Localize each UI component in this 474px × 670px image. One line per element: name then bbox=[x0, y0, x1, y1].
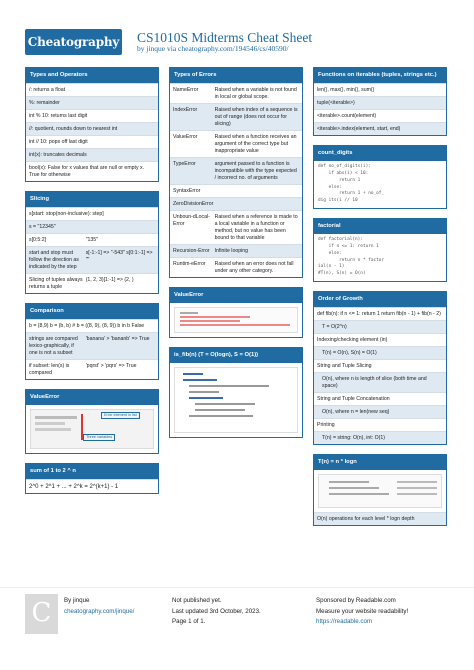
list-item: %: remainder bbox=[26, 96, 158, 109]
code-line: if n <= 1: return 1 bbox=[318, 243, 379, 249]
list-item: String and Tuple Concatenation bbox=[314, 392, 446, 405]
table-row bbox=[170, 157, 302, 184]
code-line: if abs(i) < 10: bbox=[318, 170, 369, 176]
section-title: sum of 1 to 2 ^ n bbox=[26, 464, 158, 479]
table-row bbox=[170, 83, 302, 103]
annotation-label: Three variables bbox=[83, 434, 115, 441]
list-item: <iterable>.index(element, start, end) bbox=[314, 122, 446, 135]
section-title: count_digits bbox=[314, 146, 446, 161]
section-types-of-errors bbox=[169, 67, 303, 278]
row-key: TypeError bbox=[173, 160, 196, 167]
table-row bbox=[170, 103, 302, 130]
section-title: factorial bbox=[314, 219, 446, 234]
recursion-tree-image bbox=[318, 474, 442, 508]
code-screenshot-image bbox=[30, 409, 154, 449]
section-title: Slicing bbox=[26, 192, 158, 207]
page-footer bbox=[0, 587, 474, 670]
code-screenshot-image bbox=[174, 367, 298, 433]
section-factorial bbox=[313, 218, 447, 282]
sponsor-text: Sponsored by Readable.com bbox=[316, 597, 396, 604]
code-line: def no_of_digits(i): bbox=[318, 164, 371, 170]
row-key: SyntaxError bbox=[173, 187, 201, 194]
section-title: ValueError bbox=[26, 390, 158, 405]
code-block bbox=[314, 161, 446, 208]
footer-sponsor bbox=[316, 596, 408, 628]
footer-meta bbox=[172, 596, 261, 628]
row-value: argument passed to a function is incompatible with the type expected / incorrect no. of arguments bbox=[214, 160, 297, 181]
by-text: by bbox=[137, 44, 145, 53]
table-row bbox=[170, 184, 302, 197]
code-line: else: bbox=[318, 184, 342, 190]
code-line: return 1 + no_of_ bbox=[318, 191, 385, 197]
cheatography-c-logo: C bbox=[25, 594, 58, 634]
row-value: 'pqrst' > 'pqrs' => True bbox=[85, 362, 137, 369]
list-item: Printing bbox=[314, 418, 446, 431]
table-row bbox=[170, 257, 302, 277]
table-row bbox=[170, 244, 302, 257]
section-comparison bbox=[25, 303, 159, 380]
section-title: Comparison bbox=[26, 304, 158, 319]
list-item: T(n) = O(n), S(n) = O(1) bbox=[314, 346, 446, 359]
row-key: Runtim-eError bbox=[173, 260, 206, 267]
page-count: Page 1 of 1. bbox=[172, 618, 206, 626]
section-title: Types of Errors bbox=[170, 68, 302, 83]
column-3 bbox=[313, 67, 447, 535]
code-line: #T(n), S(n) = O(n) bbox=[318, 271, 366, 277]
list-item: s = "12345" bbox=[26, 220, 158, 233]
row-value: Raised when index of a sequence is out of range (does not occur for slicing) bbox=[214, 106, 298, 127]
list-item: T(n) = string: O(n), int: O(1) bbox=[314, 431, 446, 444]
row-key: if subset: len(s) is compared bbox=[29, 362, 70, 376]
list-item: bool(x): False for x values that are null or empty x. True for otherwise bbox=[26, 161, 158, 181]
section-tnlogn bbox=[313, 454, 447, 526]
row-key: ZeroDivisionError bbox=[173, 200, 214, 207]
row-key: Unboun-dLocal-Error bbox=[173, 213, 210, 227]
table-row bbox=[26, 359, 158, 379]
row-value: Infinite looping bbox=[214, 247, 249, 254]
section-iterables bbox=[313, 67, 447, 136]
list-item: len(), max(), min(), sum() bbox=[314, 83, 446, 96]
list-item: int % 10: returns last digit bbox=[26, 109, 158, 122]
column-2 bbox=[169, 67, 303, 447]
row-key: IndexError bbox=[173, 106, 198, 113]
annotation-label: Error element in list bbox=[101, 412, 140, 419]
last-updated: Last updated 3rd October, 2023. bbox=[172, 607, 261, 615]
row-value: Raised when a function receives an argument of the correct type but inappropriate value bbox=[214, 133, 297, 154]
list-item: int(x): truncates decimals bbox=[26, 148, 158, 161]
code-screenshot-image bbox=[174, 307, 298, 333]
table-row bbox=[26, 233, 158, 246]
published-status: Not published yet. bbox=[172, 597, 222, 604]
author-url-link[interactable]: cheatography.com/jinque/ bbox=[64, 607, 135, 615]
row-value: (1, 2, 3)[1:-1] => (2, ) bbox=[85, 276, 134, 283]
row-value: s[-1:-1] => "-543" s[0:1:-1] => "" bbox=[85, 249, 153, 263]
code-line: else: bbox=[318, 250, 342, 256]
code-line: dig its(i // 10 bbox=[318, 198, 358, 204]
section-order-of-growth bbox=[313, 291, 447, 445]
list-item: <iterable>.count(element) bbox=[314, 109, 446, 122]
sponsor-link[interactable]: https://readable.com bbox=[316, 618, 373, 626]
row-key: start and stop must follow the direction as indicated by the step bbox=[29, 249, 79, 270]
formula: 2^0 + 2^1 + ... + 2^k = 2^(k+1) - 1 bbox=[26, 479, 158, 493]
section-title: Order of Growth bbox=[314, 292, 446, 307]
byline bbox=[137, 44, 289, 54]
footer-by: By jinque bbox=[64, 597, 90, 604]
page-title: CS1010S Midterms Cheat Sheet bbox=[137, 30, 313, 45]
list-item: b = (8,9) b = (b, b) # b = ((8, 9), (8, 9)) b in b False bbox=[26, 319, 158, 332]
section-title: Functions on iterables (tuples, strings etc.) bbox=[314, 68, 446, 83]
list-item: String and Tuple Slicing bbox=[314, 359, 446, 372]
column-1 bbox=[25, 67, 159, 503]
section-count-digits bbox=[313, 145, 447, 209]
table-row bbox=[26, 273, 158, 293]
list-item: O(n), where n is length of slice (both time and space) bbox=[314, 372, 446, 392]
row-key: strings are compared lexico-graphically, if one is not a subset bbox=[29, 335, 78, 356]
via-text: via bbox=[167, 44, 177, 53]
row-value: Raised when a variable is not found in local or global scope. bbox=[214, 86, 297, 100]
author-link[interactable]: jinque bbox=[146, 44, 166, 53]
section-title: is_fib(n) (T = O(logn), S = O(1)) bbox=[170, 348, 302, 363]
code-line: def factorial(n): bbox=[318, 237, 363, 243]
code-block bbox=[314, 234, 446, 281]
section-title: Types and Operators bbox=[26, 68, 158, 83]
list-item: tuple(<iterable>) bbox=[314, 96, 446, 109]
page-header bbox=[0, 0, 474, 66]
sponsor-tagline: Measure your website readability! bbox=[316, 607, 409, 615]
row-value: 'banana' > 'bananb' => True bbox=[85, 335, 150, 342]
row-value: Raised when an error does not fall under any other category. bbox=[214, 260, 294, 274]
section-is-fib bbox=[169, 347, 303, 438]
row-key: NameError bbox=[173, 86, 199, 93]
row-key: Recursion-Error bbox=[173, 247, 210, 254]
row-value: "135" bbox=[85, 236, 99, 243]
section-valueerror-2 bbox=[169, 287, 303, 338]
row-value: Raised when a reference is made to a local variable in a function or method, but no value has been bound to that variable bbox=[214, 213, 298, 241]
list-item: //: quotient, rounds down to nearest int bbox=[26, 122, 158, 135]
section-types-operators bbox=[25, 67, 159, 182]
list-item: int // 10: pops off last digit bbox=[26, 135, 158, 148]
caption: O(n) operations for each level * logn depth bbox=[314, 512, 446, 525]
table-row bbox=[26, 332, 158, 359]
section-title: T(n) = n * logn bbox=[314, 455, 446, 470]
row-key: ValueError bbox=[173, 133, 198, 140]
table-row bbox=[170, 210, 302, 244]
section-slicing bbox=[25, 191, 159, 294]
row-key: s[0:5:2] bbox=[29, 236, 47, 243]
section-title: ValueError bbox=[170, 288, 302, 303]
footer-author bbox=[64, 596, 134, 617]
code-line: return n * factor bbox=[318, 257, 385, 263]
table-row bbox=[170, 130, 302, 157]
table-row bbox=[170, 197, 302, 210]
list-item: O(n), where n = len(new seq) bbox=[314, 405, 446, 418]
section-valueerror bbox=[25, 389, 159, 454]
section-sum bbox=[25, 463, 159, 494]
list-item: T = O(2^n) bbox=[314, 320, 446, 333]
code-line: ial(n - 1) bbox=[318, 264, 345, 270]
list-item: s[start: stop(non-inclusive): step] bbox=[26, 207, 158, 220]
list-item: Indexing/checking element (in) bbox=[314, 333, 446, 346]
sheet-url-link[interactable]: cheatography.com/194546/cs/40590/ bbox=[178, 44, 289, 53]
row-key: Slicing of tuples always returns a tuple bbox=[29, 276, 83, 290]
code-line: return 1 bbox=[318, 177, 361, 183]
table-row bbox=[26, 246, 158, 273]
list-item: def fib(n): if n <= 1: return 1 return fib(n - 1) + fib(n - 2) bbox=[314, 307, 446, 320]
list-item: /: returns a float bbox=[26, 83, 158, 96]
cheatography-logo[interactable]: Cheatography bbox=[25, 29, 122, 55]
